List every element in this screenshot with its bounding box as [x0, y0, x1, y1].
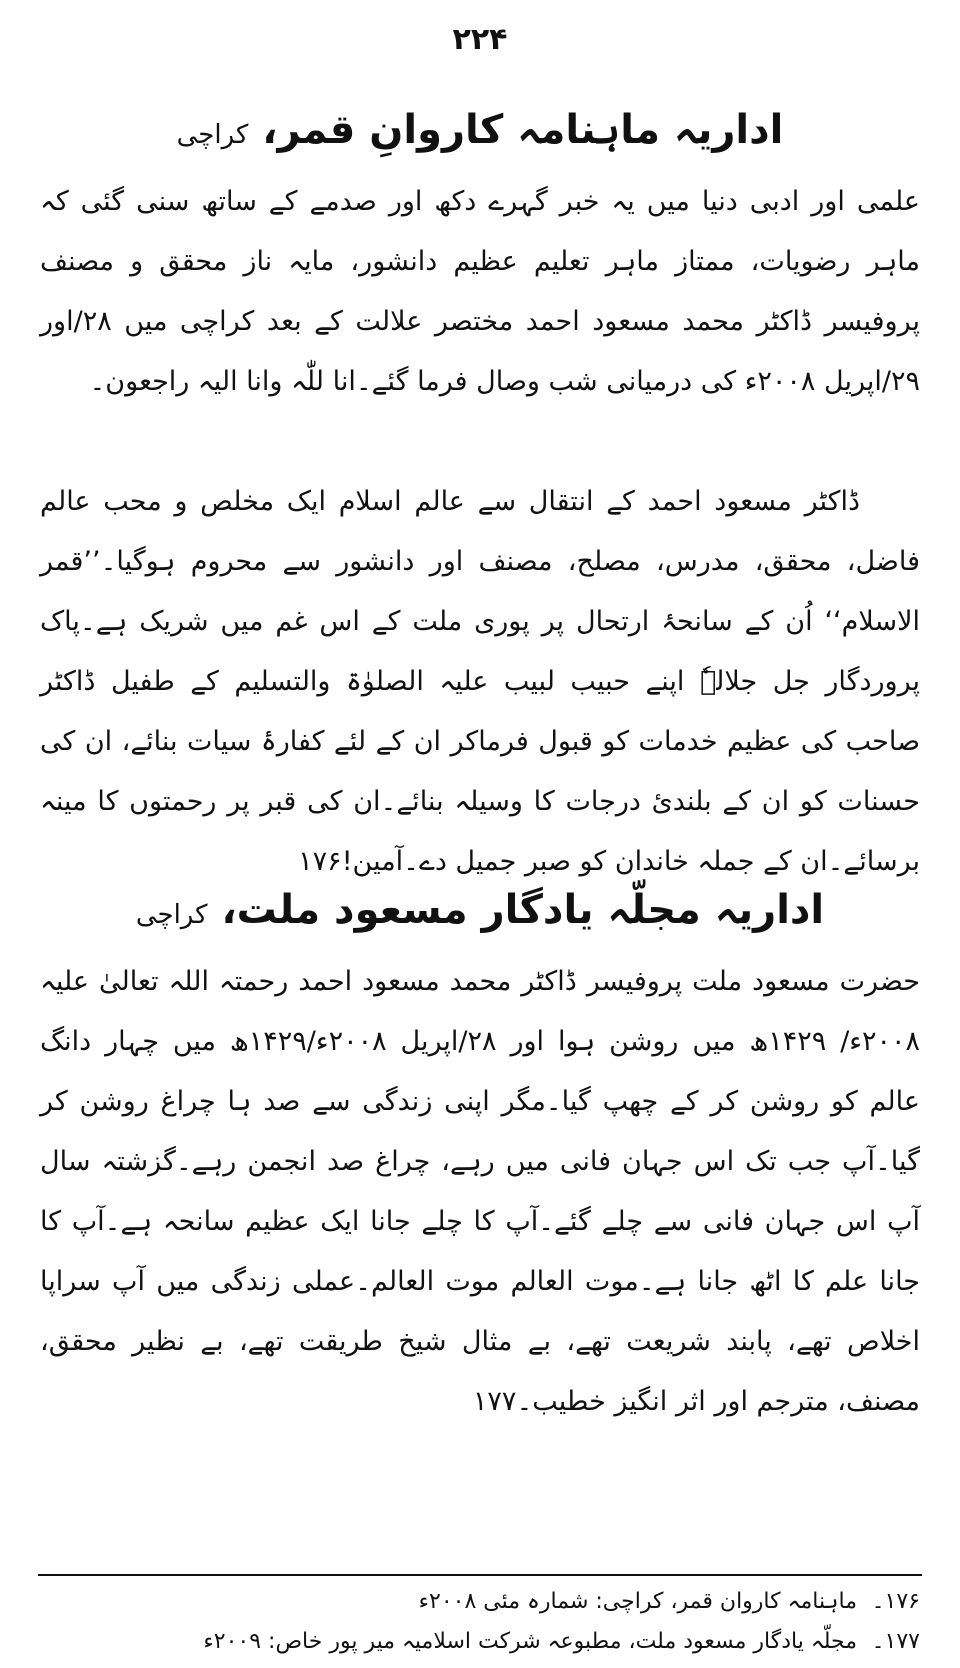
footnote-item	[40, 1622, 920, 1662]
section1-heading	[0, 102, 960, 163]
section1-heading-city: کراچی	[176, 120, 249, 150]
section2-heading-city: کراچی	[135, 900, 208, 930]
footnote-item	[40, 1582, 920, 1622]
section2-paragraph: حضرت مسعود ملت پروفیسر ڈاکٹر محمد مسعود احمد رحمتہ اللہ تعالیٰ علیہ ۲۰۰۸ء/ ۱۴۲۹ھ میں روشن ہوا اور ۲۸/اپریل ۲۰۰۸ء/۱۴۲۹ھ میں چہار دانگ عالم کو روشن کر کے چھپ گیا۔مگر اپنی زندگی سے صد ہا چراغ روشن کر گیا۔آپ جب تک اس جہان فانی میں رہے، چراغ صد انجمن رہے۔گزشتہ سال آپ اس جہان فانی سے چلے گئے۔آپ کا چلے جانا ایک عظیم سانحہ ہے۔آپ کا جانا علم کا اٹھ جانا ہے۔موت العالم موت العالم۔عملی زندگی میں آپ سراپا اخلاص تھے، پابند شریعت تھے، بے مثال شیخ طریقت تھے، بے نظیر محقق، مصنف، مترجم اور اثر انگیز خطیب۔۱۷۷	[40, 966, 921, 1417]
section1-heading-title: اداریہ ماہنامہ کاروانِ قمر،	[262, 107, 784, 153]
section2-heading	[0, 882, 960, 943]
footnote-text: مجلّہ یادگار مسعود ملت، مطبوعہ شرکت اسلامیہ میر پور خاص: ۲۰۰۹ء	[203, 1629, 857, 1654]
footnote-number: ۱۷۶۔	[871, 1589, 920, 1614]
footnote-number: ۱۷۷۔	[871, 1629, 920, 1654]
page-number: ۲۲۴	[452, 22, 508, 57]
section2-heading-title: اداریہ مجلّہ یادگار مسعود ملت،	[221, 887, 825, 933]
section1-paragraph-2-text: ڈاکٹر مسعود احمد کے انتقال سے عالم اسلام ایک مخلص و محب عالم فاضل، محقق، مدرس، مصلح، مصنف اور دانشور سے محروم ہوگیا۔’’قمر الاسلام‘‘ اُن کے سانحۂ ارتحال پر پوری ملت کے اس غم میں شریک ہے۔پاک پروردگار جل جلالہٗ اپنے حبیب لبیب علیہ الصلوٰۃ والتسلیم کے طفیل ڈاکٹر صاحب کی عظیم خدمات کو قبول فرماکر ان کے لئے کفارۂ سیات بنائے، ان کی حسنات کو ان کے بلندیٔ درجات کا وسیلہ بنائے۔ان کی قبر پر رحمتوں کا مینہ برسائے۔ان کے جملہ خاندان کو صبر جمیل دے۔آمین!۱۷۶	[40, 486, 920, 877]
footnote-separator	[38, 1574, 922, 1576]
section1-paragraph-2	[40, 472, 920, 892]
footnote-text: ماہنامہ کاروان قمر، کراچی: شمارہ مئی ۲۰۰۸ء	[418, 1589, 857, 1614]
section1-paragraph-1: علمی اور ادبی دنیا میں یہ خبر گہرے دکھ اور صدمے کے ساتھ سنی گئی کہ ماہر رضویات، ممتاز ماہر تعلیم عظیم دانشور، مایہ ناز محقق و مصنف پروفیسر ڈاکٹر محمد مسعود احمد مختصر علالت کے بعد کراچی میں ۲۸/اور ۲۹/اپریل ۲۰۰۸ء کی درمیانی شب وصال فرما گئے۔انا للّٰہ وانا الیہ راجعون۔	[40, 186, 920, 397]
footnotes	[40, 1582, 920, 1662]
